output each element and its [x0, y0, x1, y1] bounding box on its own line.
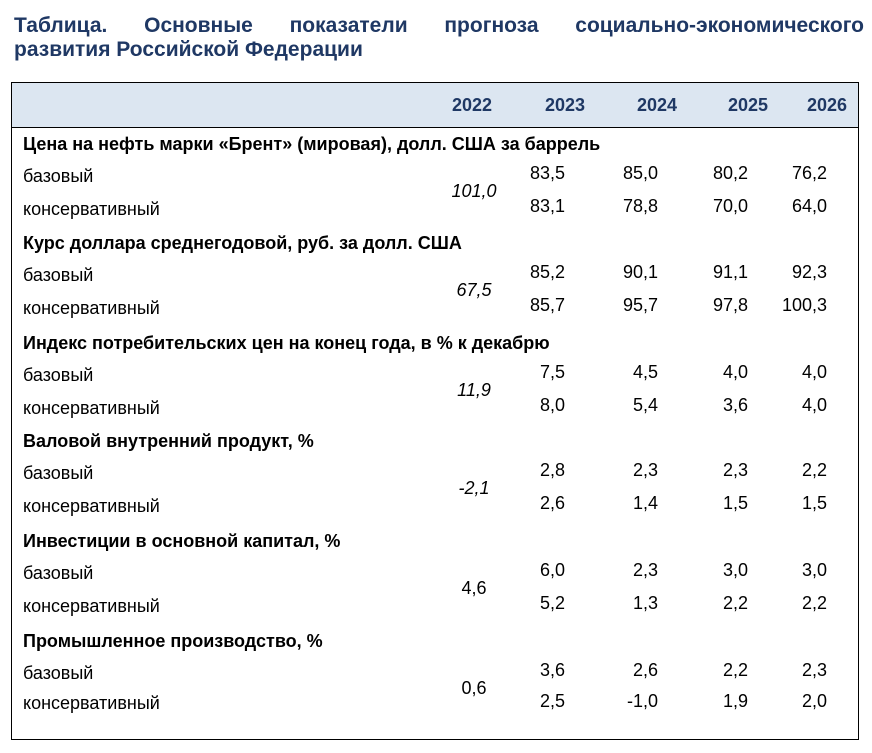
value-cell: -1,0 [626, 691, 658, 711]
value-cell: 2,3 [801, 660, 827, 680]
section-title: Цена на нефть марки «Брент» (мировая), долл. США за баррель [23, 134, 601, 154]
value-cell: 1,3 [632, 593, 658, 613]
value-cell: 83,1 [529, 196, 565, 216]
value-cell: 2,3 [722, 460, 748, 480]
row-label: базовый [23, 663, 94, 683]
value-cell: 4,0 [722, 362, 748, 382]
value-2022: 67,5 [456, 280, 492, 300]
value-cell: 2,6 [539, 493, 565, 513]
value-cell: 2,3 [632, 560, 658, 580]
value-cell: 3,0 [801, 560, 827, 580]
row-label: консервативный [23, 693, 160, 713]
value-cell: 1,5 [801, 493, 827, 513]
row-label: консервативный [23, 298, 160, 318]
value-cell: 2,5 [539, 691, 565, 711]
value-cell: 6,0 [539, 560, 565, 580]
value-cell: 3,6 [539, 660, 565, 680]
value-cell: 91,1 [712, 262, 748, 282]
value-cell: 4,0 [801, 395, 827, 415]
section-title: Курс доллара среднегодовой, руб. за долл. США [23, 233, 462, 253]
section-title: Валовой внутренний продукт, % [23, 431, 314, 451]
value-cell: 90,1 [622, 262, 658, 282]
value-2022: 4,6 [461, 578, 487, 598]
value-cell: 95,7 [622, 295, 658, 315]
value-cell: 76,2 [791, 163, 827, 183]
value-cell: 85,0 [622, 163, 658, 183]
value-cell: 2,8 [539, 460, 565, 480]
row-label: консервативный [23, 496, 160, 516]
section-title: Инвестиции в основной капитал, % [23, 531, 341, 551]
value-cell: 92,3 [791, 262, 827, 282]
value-cell: 2,0 [801, 691, 827, 711]
year-header-2022: 2022 [451, 95, 493, 115]
forecast-table [11, 82, 859, 740]
value-cell: 2,6 [632, 660, 658, 680]
value-cell: 1,9 [722, 691, 748, 711]
value-cell: 2,2 [722, 593, 748, 613]
value-2022: 0,6 [461, 678, 487, 698]
year-header-2025: 2025 [727, 95, 769, 115]
value-cell: 2,2 [722, 660, 748, 680]
row-label: консервативный [23, 199, 160, 219]
value-cell: 78,8 [622, 196, 658, 216]
row-label: базовый [23, 563, 94, 583]
value-cell: 3,6 [722, 395, 748, 415]
value-cell: 85,7 [529, 295, 565, 315]
value-cell: 8,0 [539, 395, 565, 415]
row-label: базовый [23, 463, 94, 483]
value-2022: 11,9 [457, 380, 491, 400]
page-title [14, 14, 864, 62]
table-header [12, 83, 858, 128]
value-cell: 2,3 [632, 460, 658, 480]
row-label: базовый [23, 365, 94, 385]
value-cell: 1,5 [722, 493, 748, 513]
value-cell: 83,5 [529, 163, 565, 183]
year-header-2023: 2023 [544, 95, 586, 115]
value-cell: 97,8 [712, 295, 748, 315]
year-header-2026: 2026 [806, 95, 848, 115]
section-title: Промышленное производство, % [23, 631, 323, 651]
title-line-2: развития Российской Федерации [14, 38, 363, 61]
value-cell: 1,4 [632, 493, 658, 513]
value-cell: 3,0 [722, 560, 748, 580]
value-cell: 4,5 [632, 362, 658, 382]
section-title: Индекс потребительских цен на конец года, в % к декабрю [23, 333, 550, 353]
value-cell: 5,2 [539, 593, 565, 613]
value-cell: 100,3 [781, 295, 827, 315]
value-2022: 101,0 [451, 181, 497, 201]
value-cell: 7,5 [539, 362, 565, 382]
value-cell: 5,4 [632, 395, 658, 415]
value-cell: 4,0 [801, 362, 827, 382]
value-2022: -2,1 [458, 478, 490, 498]
row-label: базовый [23, 265, 94, 285]
value-cell: 2,2 [801, 593, 827, 613]
row-label: базовый [23, 166, 94, 186]
row-label: консервативный [23, 596, 160, 616]
value-cell: 64,0 [791, 196, 827, 216]
value-cell: 80,2 [712, 163, 748, 183]
row-label: консервативный [23, 398, 160, 418]
value-cell: 70,0 [712, 196, 748, 216]
value-cell: 2,2 [801, 460, 827, 480]
value-cell: 85,2 [529, 262, 565, 282]
year-header-2024: 2024 [636, 95, 678, 115]
title-line-1: Таблица. Основные показатели прогноза социально-экономического [14, 14, 864, 37]
